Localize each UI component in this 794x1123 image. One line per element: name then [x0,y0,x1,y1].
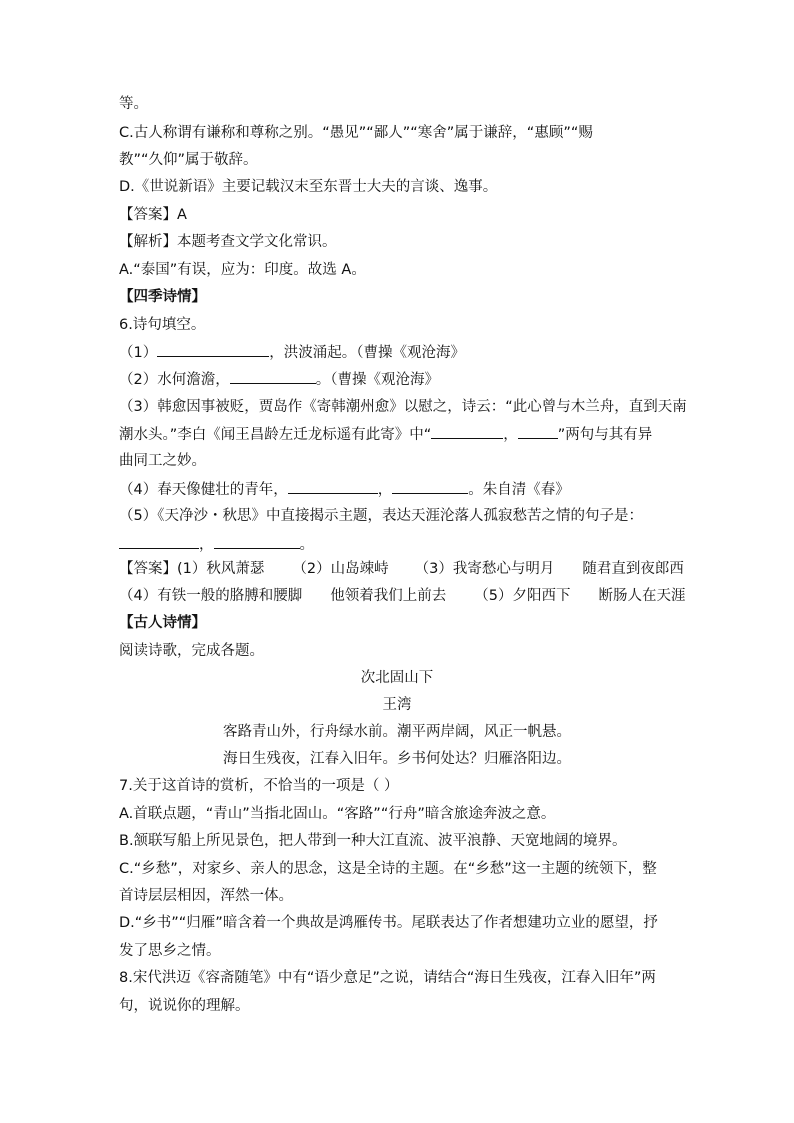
q6-2-suffix: 。（曹操《观沧海》 [315,372,439,388]
poem-author: 王湾 [382,697,412,713]
option-c-line1: C.古人称谓有谦称和尊称之别。“愚见”“鄙人”“寒舍”属于谦辞，“惠顾”“赐 [119,125,593,141]
option-7b: B.颔联写船上所见景色，把人带到一种大江直流、波平浪静、天宽地阔的境界。 [119,833,627,849]
answer-6-2: （2）山岛竦峙 [292,561,389,577]
question-6-title: 6.诗句填空。 [119,317,206,333]
q6-4-comma: ， [377,482,393,498]
option-7a: A.首联点题，“青山”当指北固山。“客路”“行舟”暗含旅途奔波之意。 [119,806,556,822]
instruction: 阅读诗歌，完成各题。 [119,643,264,659]
question-7: 7.关于这首诗的赏析，不恰当的一项是（ ） [119,778,399,794]
answer-blank[interactable] [119,535,199,549]
analysis-5: 【解析】本题考查文学文化常识。 [119,234,337,250]
question-6-3-line3: 曲同工之妙。 [119,453,206,469]
q6-3-suffix: ”两句与其有异 [557,427,653,443]
answer-blank[interactable] [230,370,316,384]
answer-6-line1 [119,560,684,578]
question-8-line1: 8.宋代洪迈《容斋随笔》中有“语少意足”之说，请结合“海日生残夜，江春入旧年”两 [119,970,656,986]
option-c-line2: 教”“久仰”属于敬辞。 [119,152,258,168]
poem-line: 客路青山外，行舟绿水前。潮平两岸阔，风正一帆悬。 [223,724,571,740]
option-d: D.《世说新语》主要记载汉末至东晋士大夫的言谈、逸事。 [119,179,498,195]
question-6-3-line1: （3）韩愈因事被贬，贾岛作《寄韩潮州愈》以慰之，诗云：“此心曾与木兰舟，直到天南 [119,399,687,415]
question-6-4 [119,480,570,499]
poem-title: 次北固山下 [360,670,434,686]
analysis-5-detail: A.“泰国”有误，应为：印度。故选 A。 [119,262,366,278]
answer-6-1: (1）秋风萧瑟 [177,561,265,577]
answer-blank[interactable] [288,480,378,494]
q6-1-prefix: （1） [119,345,158,361]
answer-6-3a: （3）我寄愁心与明月 [414,561,555,577]
question-6-5-line1: （5）《天净沙・秋思》中直接揭示主题，表达天涯沦落人孤寂愁苦之情的句子是： [119,508,643,524]
q6-3-comma: ， [503,427,518,443]
q6-4-prefix: （4）春天像健壮的青年， [119,482,288,498]
question-6-5-line2 [119,535,314,554]
q6-2-prefix: （2）水何澹澹， [119,372,230,388]
answer-6-3b: 随君直到夜郎西 [582,561,684,577]
answer-blank[interactable] [214,535,300,549]
text-line: 等。 [119,96,148,112]
answer-blank[interactable] [518,425,558,439]
section-heading-ancients: 【古人诗情】 [119,615,206,631]
answer-blank[interactable] [431,425,503,439]
q6-5-comma: ， [199,537,214,553]
question-6-1 [119,343,465,362]
question-6-2 [119,370,439,389]
answer-6-line2 [119,587,685,605]
q6-3-prefix: 潮水头。”李白《闻王昌龄左迁龙标遥有此寄》中“ [119,427,432,443]
option-7d-line1: D.“乡书”“归雁”暗含着一个典故是鸿雁传书。尾联表达了作者想建功立业的愿望，抒 [119,915,658,931]
q6-5-suffix: 。 [299,537,314,553]
answer-6-4a: （4）有铁一般的胳膊和腰脚 [119,588,303,604]
option-7c-line2: 首诗层层相因，浑然一体。 [119,888,293,904]
option-7c-line1: C.“乡愁”，对家乡、亲人的思念，这是全诗的主题。在“乡愁”这一主题的统领下，整 [119,861,657,877]
q6-4-suffix: 。朱自清《春》 [468,482,570,498]
answer-6-4b: 他领着我们上前去 [330,588,447,604]
question-6-3-line2 [119,425,652,444]
answer-blank[interactable] [157,343,269,357]
question-8-line2: 句，说说你的理解。 [119,998,250,1014]
answer-5: 【答案】A [119,207,187,223]
answer-blank[interactable] [392,480,468,494]
answer-6-5b: 断肠人在天涯 [598,588,686,604]
q6-1-suffix: ，洪波涌起。（曹操《观沧海》 [269,345,465,361]
poem-line: 海日生残夜，江春入旧年。乡书何处达？归雁洛阳边。 [223,751,571,767]
answer-label: 【答案】 [119,561,177,577]
answer-6-5a: （5）夕阳西下 [474,588,571,604]
section-heading-seasons: 【四季诗情】 [119,289,206,305]
option-7d-line2: 发了思乡之情。 [119,943,221,959]
